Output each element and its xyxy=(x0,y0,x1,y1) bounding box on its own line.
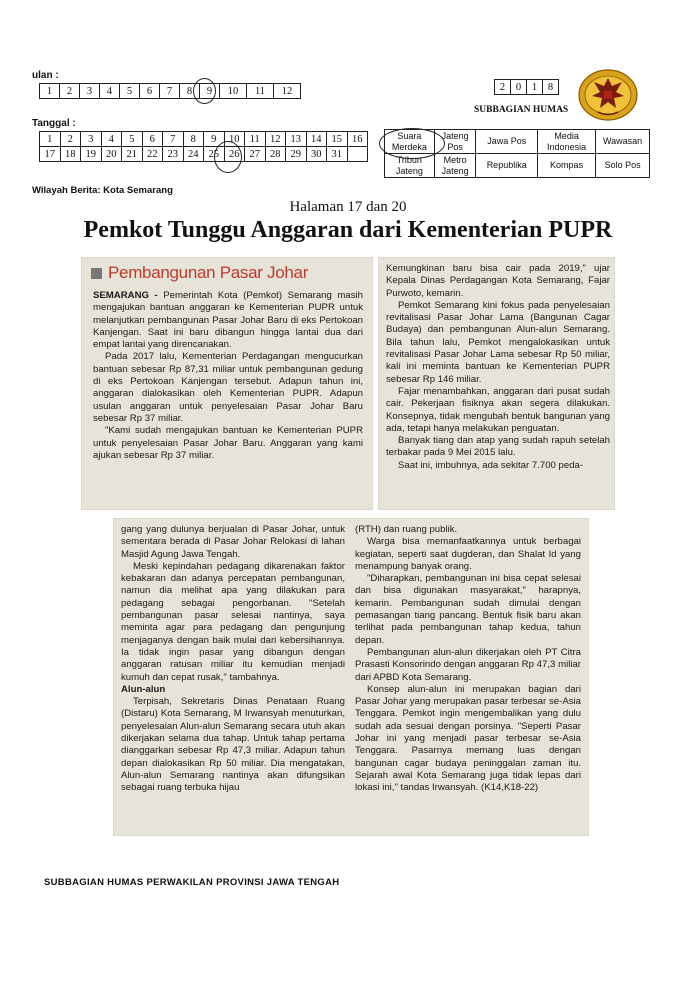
day-row2-cell: 27 xyxy=(245,147,266,162)
article-paragraph: Pada 2017 lalu, Kementerian Perdagangan mengucurkan bantuan sebesar Rp 87,31 miliar untuk pembangunan gedung di eks Pertokoan Kanjengan tersebut. Adapun tahun ini, anggaran dialokasikan oleh Kementerian PUPR. Adapun usulan anggaran untuk penyelesaian Pasar Johar Baru sebesar Rp 37 miliar. xyxy=(93,351,363,424)
day-row2-cell: 20 xyxy=(101,147,122,162)
article-column-2 xyxy=(386,263,610,506)
day-row1-cell: 14 xyxy=(306,132,327,147)
newspaper-cell: Suara Merdeka xyxy=(385,130,435,154)
newspaper-cell: Kompas xyxy=(537,154,595,178)
day-row1-cell: 9 xyxy=(204,132,225,147)
day-row2-cell: 26 xyxy=(224,147,245,162)
day-row1-cell: 5 xyxy=(122,132,143,147)
month-row-cell: 4 xyxy=(100,84,120,99)
newspaper-cell: Tribun Jateng xyxy=(385,154,435,178)
clipping-2 xyxy=(113,518,589,836)
garuda-emblem-icon xyxy=(578,68,638,122)
month-row-cell: 5 xyxy=(120,84,140,99)
footer: SUBBAGIAN HUMAS PERWAKILAN PROVINSI JAWA TENGAH xyxy=(44,877,340,888)
day-row1-cell: 7 xyxy=(163,132,184,147)
day-row1-cell: 11 xyxy=(245,132,266,147)
article-paragraph: Banyak tiang dan atap yang sudah rapuh setelah terbakar pada 9 Mei 2015 lalu. xyxy=(386,435,610,459)
day-row2-cell: 25 xyxy=(204,147,225,162)
article-paragraph: "Diharapkan, pembangunan ini bisa cepat selesai dan bisa digunakan masyarakat," harapnya, kemarin. Pembangunan sudah dimulai dengan pemasangan tiang pancang. Bentuk fisik baru akan terlihat pada pembangunan tahap kedua, tahun depan. xyxy=(355,573,581,646)
section-title xyxy=(91,263,308,283)
article-paragraph: (RTH) dan ruang publik. xyxy=(355,524,458,535)
day-row1-cell: 2 xyxy=(60,132,81,147)
article-paragraph: Saat ini, imbuhnya, ada sekitar 7.700 peda- xyxy=(398,459,584,471)
article-paragraph: Kemungkinan baru bisa cair pada 2019," ujar Kepala Dinas Perdagangan Kota Semarang, Fajar Purwoto, kemarin. xyxy=(386,263,610,299)
newspaper-cell: Jateng Pos xyxy=(434,130,476,154)
article-paragraph: Meski kepindahan pedagang dikarenakan faktor kebakaran dan adanya percepatan pembangunan, namun dia melihat apa yang dilakukan para pedagang sebagai pengorbanan. "Setelah pembangunan pasar selesai nantinya, saya meminta agar para pedagang dan pengunjung menjaganya dengan baik mulai dari kebersihannya. Ia tidak ingin pasar yang dibangun dengan anggaran ratusan miliar itu kemudian menjadi kumuh dan cepat rusak," tambahnya. xyxy=(121,560,345,683)
month-selection-circle xyxy=(193,78,216,104)
bulan-label: ulan : xyxy=(32,70,59,81)
day-row1-cell: 3 xyxy=(81,132,102,147)
day-row1-cell: 6 xyxy=(142,132,163,147)
day-row1-cell: 10 xyxy=(224,132,245,147)
day-row2-cell: 17 xyxy=(40,147,61,162)
month-row-cell: 6 xyxy=(140,84,160,99)
month-row-cell: 9 xyxy=(200,84,220,99)
day-row2-cell: 19 xyxy=(81,147,102,162)
article-paragraph: Terpisah, Sekretaris Dinas Penataan Ruang (Distaru) Kota Semarang, M Irwansyah menuturkan, penyelesaian Alun-alun Semarang secara utuh akan dikerjakan selama dua tahap. Untuk tahap pertama dianggarkan sebesar Rp 47,3 miliar. Adapun tahun depan dialokasikan Rp 50 miliar. Dia mengatakan, Alun-alun Semarang nantinya akan difungsikan sebagai ruang terbuka hijau xyxy=(121,696,345,794)
year-row-cell: 1 xyxy=(527,80,543,95)
day-row2-cell: 28 xyxy=(265,147,286,162)
day-row1-cell: 15 xyxy=(327,132,348,147)
day-row2-cell: 22 xyxy=(142,147,163,162)
year-row-cell: 0 xyxy=(511,80,527,95)
headline: Pemkot Tunggu Anggaran dari Kementerian PUPR xyxy=(83,217,613,243)
newspaper-cell: Jawa Pos xyxy=(476,130,537,154)
month-row-cell: 11 xyxy=(247,84,274,99)
year-grid xyxy=(494,79,559,95)
clipping-1-right xyxy=(378,257,615,510)
year-row-cell: 8 xyxy=(543,80,559,95)
article-column-4 xyxy=(355,524,581,830)
article-paragraph: Pemkot Semarang kini fokus pada penyelesaian revitalisasi Pasar Johar Lama (Bangunan Cagar Budaya) dan pembangunan Alun-alun Semarang. Bila tahun lalu, Pemkot mengalokasikan untuk revitalisasi Pasar Johar Lama sebesar Rp 50 miliar, kali ini meminta bantuan ke Kementerian PUPR sebesar Rp 146 miliar. xyxy=(386,299,610,385)
day-row2-cell: 23 xyxy=(163,147,184,162)
year-row-cell: 2 xyxy=(495,80,511,95)
subheading: Alun-alun xyxy=(121,683,166,695)
day-row2-cell: 31 xyxy=(327,147,348,162)
day-row1-cell: 16 xyxy=(347,132,368,147)
month-row-cell: 10 xyxy=(220,84,247,99)
day-row1-cell: 8 xyxy=(183,132,204,147)
article-paragraph: Warga bisa memanfaatkannya untuk berbagai kegiatan, seperti saat dugderan, dan Shalat Id yang menampung banyak orang. xyxy=(355,536,581,572)
month-grid xyxy=(39,83,301,99)
month-row-cell: 3 xyxy=(80,84,100,99)
article-paragraph: Fajar menambahkan, anggaran dari pusat sudah cair. Pekerjaan fisiknya akan segera dilakukan. Konsepnya, tidak mengubah bentuk bangunan yang ada, tetapi hanya melakukan penguatan. xyxy=(386,385,610,434)
article-paragraph: SEMARANG - Pemerintah Kota (Pemkot) Semarang masih mengajukan bantuan anggaran ke Kementerian PUPR untuk melanjutkan pembangunan Pasar Johar Baru di eks Pertokoan Kanjengan. Saat ini baru dibangun hingga lantai dua dari empat lantai yang direncanakan. xyxy=(93,290,363,351)
day-row2-cell: 18 xyxy=(60,147,81,162)
newspaper-cell: Wawasan xyxy=(596,130,650,154)
article-column-3 xyxy=(121,524,345,830)
page-number: Halaman 17 dan 20 xyxy=(289,199,407,215)
article-paragraph: Pembangunan alun-alun dikerjakan oleh PT Citra Prasasti Konsorindo dengan anggaran Rp 47,3 miliar dari APBD Kota Semarang. xyxy=(355,646,581,683)
paper-selection-circle xyxy=(379,128,445,159)
month-row-cell: 2 xyxy=(60,84,80,99)
day-row2-cell: 21 xyxy=(122,147,143,162)
day-row1-cell: 4 xyxy=(101,132,122,147)
month-row-cell: 12 xyxy=(274,84,301,99)
article-column-1 xyxy=(93,290,363,505)
month-row-cell: 1 xyxy=(40,84,60,99)
day-grid xyxy=(39,131,368,162)
wilayah-berita: Wilayah Berita: Kota Semarang xyxy=(32,185,173,196)
month-row-cell: 8 xyxy=(180,84,200,99)
day-row2-cell xyxy=(347,147,368,162)
newspaper-cell: Metro Jateng xyxy=(434,154,476,178)
article-paragraph: Konsep alun-alun ini merupakan bagian dari Pasar Johar yang merupakan pasar terbesar se-Asia Tenggara. Pemkot ingin mengembalikan yang dulu sudah ada sesuai dengan porsinya. "Seperti Pasar Johar ini yang menjadi pasar terbesar se-Asia Tenggara. Pasarnya memang luas dengan bangunan cagar budaya peninggalan zaman itu. Sejarah awal Kota Semarang juga tidak lepas dari lokasi ini," tandas Irwansyah. (K14,K18-22) xyxy=(355,683,581,794)
day-row2-cell: 29 xyxy=(286,147,307,162)
day-row1-cell: 1 xyxy=(40,132,61,147)
day-row2-cell: 30 xyxy=(306,147,327,162)
day-row1-cell: 12 xyxy=(265,132,286,147)
newspaper-cell: Republika xyxy=(476,154,537,178)
day-row2-cell: 24 xyxy=(183,147,204,162)
tanggal-label: Tanggal : xyxy=(32,118,76,129)
newspaper-cell: Solo Pos xyxy=(596,154,650,178)
article-paragraph: "Kami sudah mengajukan bantuan ke Kementerian PUPR untuk penyelesaian Pasar Johar Baru. Anggaran yang kami ajukan sebesar Rp 37 miliar. xyxy=(93,425,363,461)
day-row1-cell: 13 xyxy=(286,132,307,147)
square-bullet-icon xyxy=(91,268,102,279)
article-paragraph: gang yang dulunya berjualan di Pasar Johar, untuk sementara berada di Pasar Johar Relokasi di lahan Masjid Agung Jawa Tengah. xyxy=(121,524,345,560)
day-selection-circle xyxy=(214,141,242,173)
newspaper-cell: Media Indonesia xyxy=(537,130,595,154)
clipping-1-left xyxy=(81,257,373,510)
org-name: SUBBAGIAN HUMAS xyxy=(474,105,569,115)
section-title-text: Pembangunan Pasar Johar xyxy=(108,263,309,282)
month-row-cell: 7 xyxy=(160,84,180,99)
